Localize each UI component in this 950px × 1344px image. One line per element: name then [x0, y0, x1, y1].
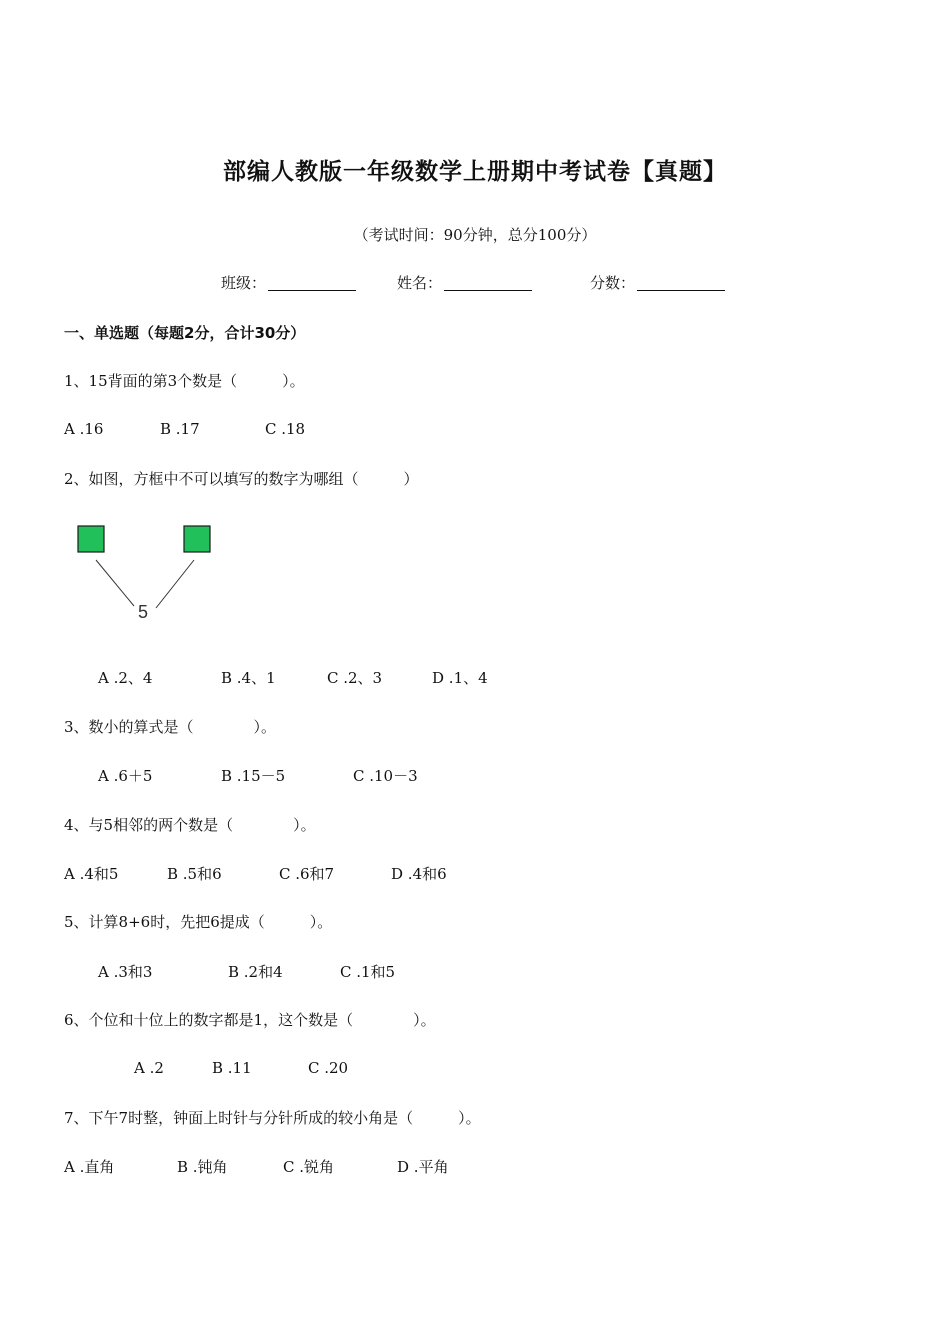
name-field: [397, 272, 532, 293]
question-6: 6、个位和十位上的数字都是1，这个数是（ ）。: [64, 1011, 436, 1029]
exam-info: （考试时间：90分钟，总分100分）: [353, 226, 597, 244]
option-b[interactable]: B .4、1: [221, 669, 276, 687]
option-a[interactable]: A .直角: [64, 1158, 115, 1176]
class-blank[interactable]: [268, 274, 356, 291]
option-b[interactable]: B .11: [212, 1059, 252, 1077]
option-d[interactable]: D .1、4: [432, 669, 488, 687]
option-a[interactable]: A .4和5: [64, 865, 119, 883]
option-c[interactable]: C .20: [308, 1059, 349, 1077]
option-c[interactable]: C .锐角: [283, 1158, 335, 1176]
score-label: 分数：: [590, 274, 636, 292]
question-5: 5、计算8+6时，先把6提成（ ）。: [64, 913, 333, 931]
question-1-options: [64, 420, 305, 438]
left-box[interactable]: [78, 526, 104, 552]
option-c[interactable]: C .10－3: [353, 767, 418, 785]
question-5-options: [98, 961, 395, 982]
question-7: 7、下午7时整，钟面上时针与分针所成的较小角是（ ）。: [64, 1109, 481, 1127]
question-3-options: [98, 765, 418, 786]
option-d[interactable]: D .4和6: [391, 865, 447, 883]
score-blank[interactable]: [637, 274, 725, 291]
left-branch: [96, 560, 134, 606]
name-blank[interactable]: [444, 274, 532, 291]
option-b[interactable]: B .2和4: [228, 963, 283, 981]
option-a[interactable]: A .3和3: [98, 963, 153, 981]
option-b[interactable]: B .5和6: [167, 865, 222, 883]
section-heading: 一、单选题（每题2分，合计30分）: [64, 324, 306, 342]
option-c[interactable]: C .2、3: [327, 669, 383, 687]
question-2: 2、如图，方框中不可以填写的数字为哪组（ ）: [64, 470, 419, 488]
question-4-options: [64, 863, 447, 884]
option-c[interactable]: C .1和5: [340, 963, 396, 981]
option-c[interactable]: C .6和7: [279, 865, 335, 883]
option-b[interactable]: B .15－5: [221, 767, 286, 785]
question-2-options: [98, 667, 488, 688]
class-field: [221, 272, 356, 293]
question-4: 4、与5相邻的两个数是（ ）。: [64, 816, 316, 834]
bond-total: 5: [137, 602, 149, 622]
option-a[interactable]: A .16: [64, 420, 104, 438]
option-a[interactable]: A .2、4: [98, 669, 153, 687]
question-3: 3、数小的算式是（ ）。: [64, 718, 277, 736]
option-b[interactable]: B .17: [160, 420, 200, 438]
number-bond-figure: [70, 518, 230, 628]
right-box[interactable]: [184, 526, 210, 552]
question-7-options: [64, 1156, 449, 1177]
option-a[interactable]: A .2: [134, 1059, 164, 1077]
question-1: 1、15背面的第3个数是（ ）。: [64, 372, 305, 390]
score-field: [590, 272, 725, 293]
question-6-options: [134, 1059, 348, 1077]
option-d[interactable]: D .平角: [397, 1158, 449, 1176]
class-label: 班级：: [221, 274, 267, 292]
name-label: 姓名：: [397, 274, 443, 292]
option-a[interactable]: A .6＋5: [98, 767, 153, 785]
option-b[interactable]: B .钝角: [177, 1158, 228, 1176]
right-branch: [156, 560, 194, 608]
option-c[interactable]: C .18: [265, 420, 306, 438]
page-title: 部编人教版一年级数学上册期中考试卷【真题】: [223, 159, 727, 185]
